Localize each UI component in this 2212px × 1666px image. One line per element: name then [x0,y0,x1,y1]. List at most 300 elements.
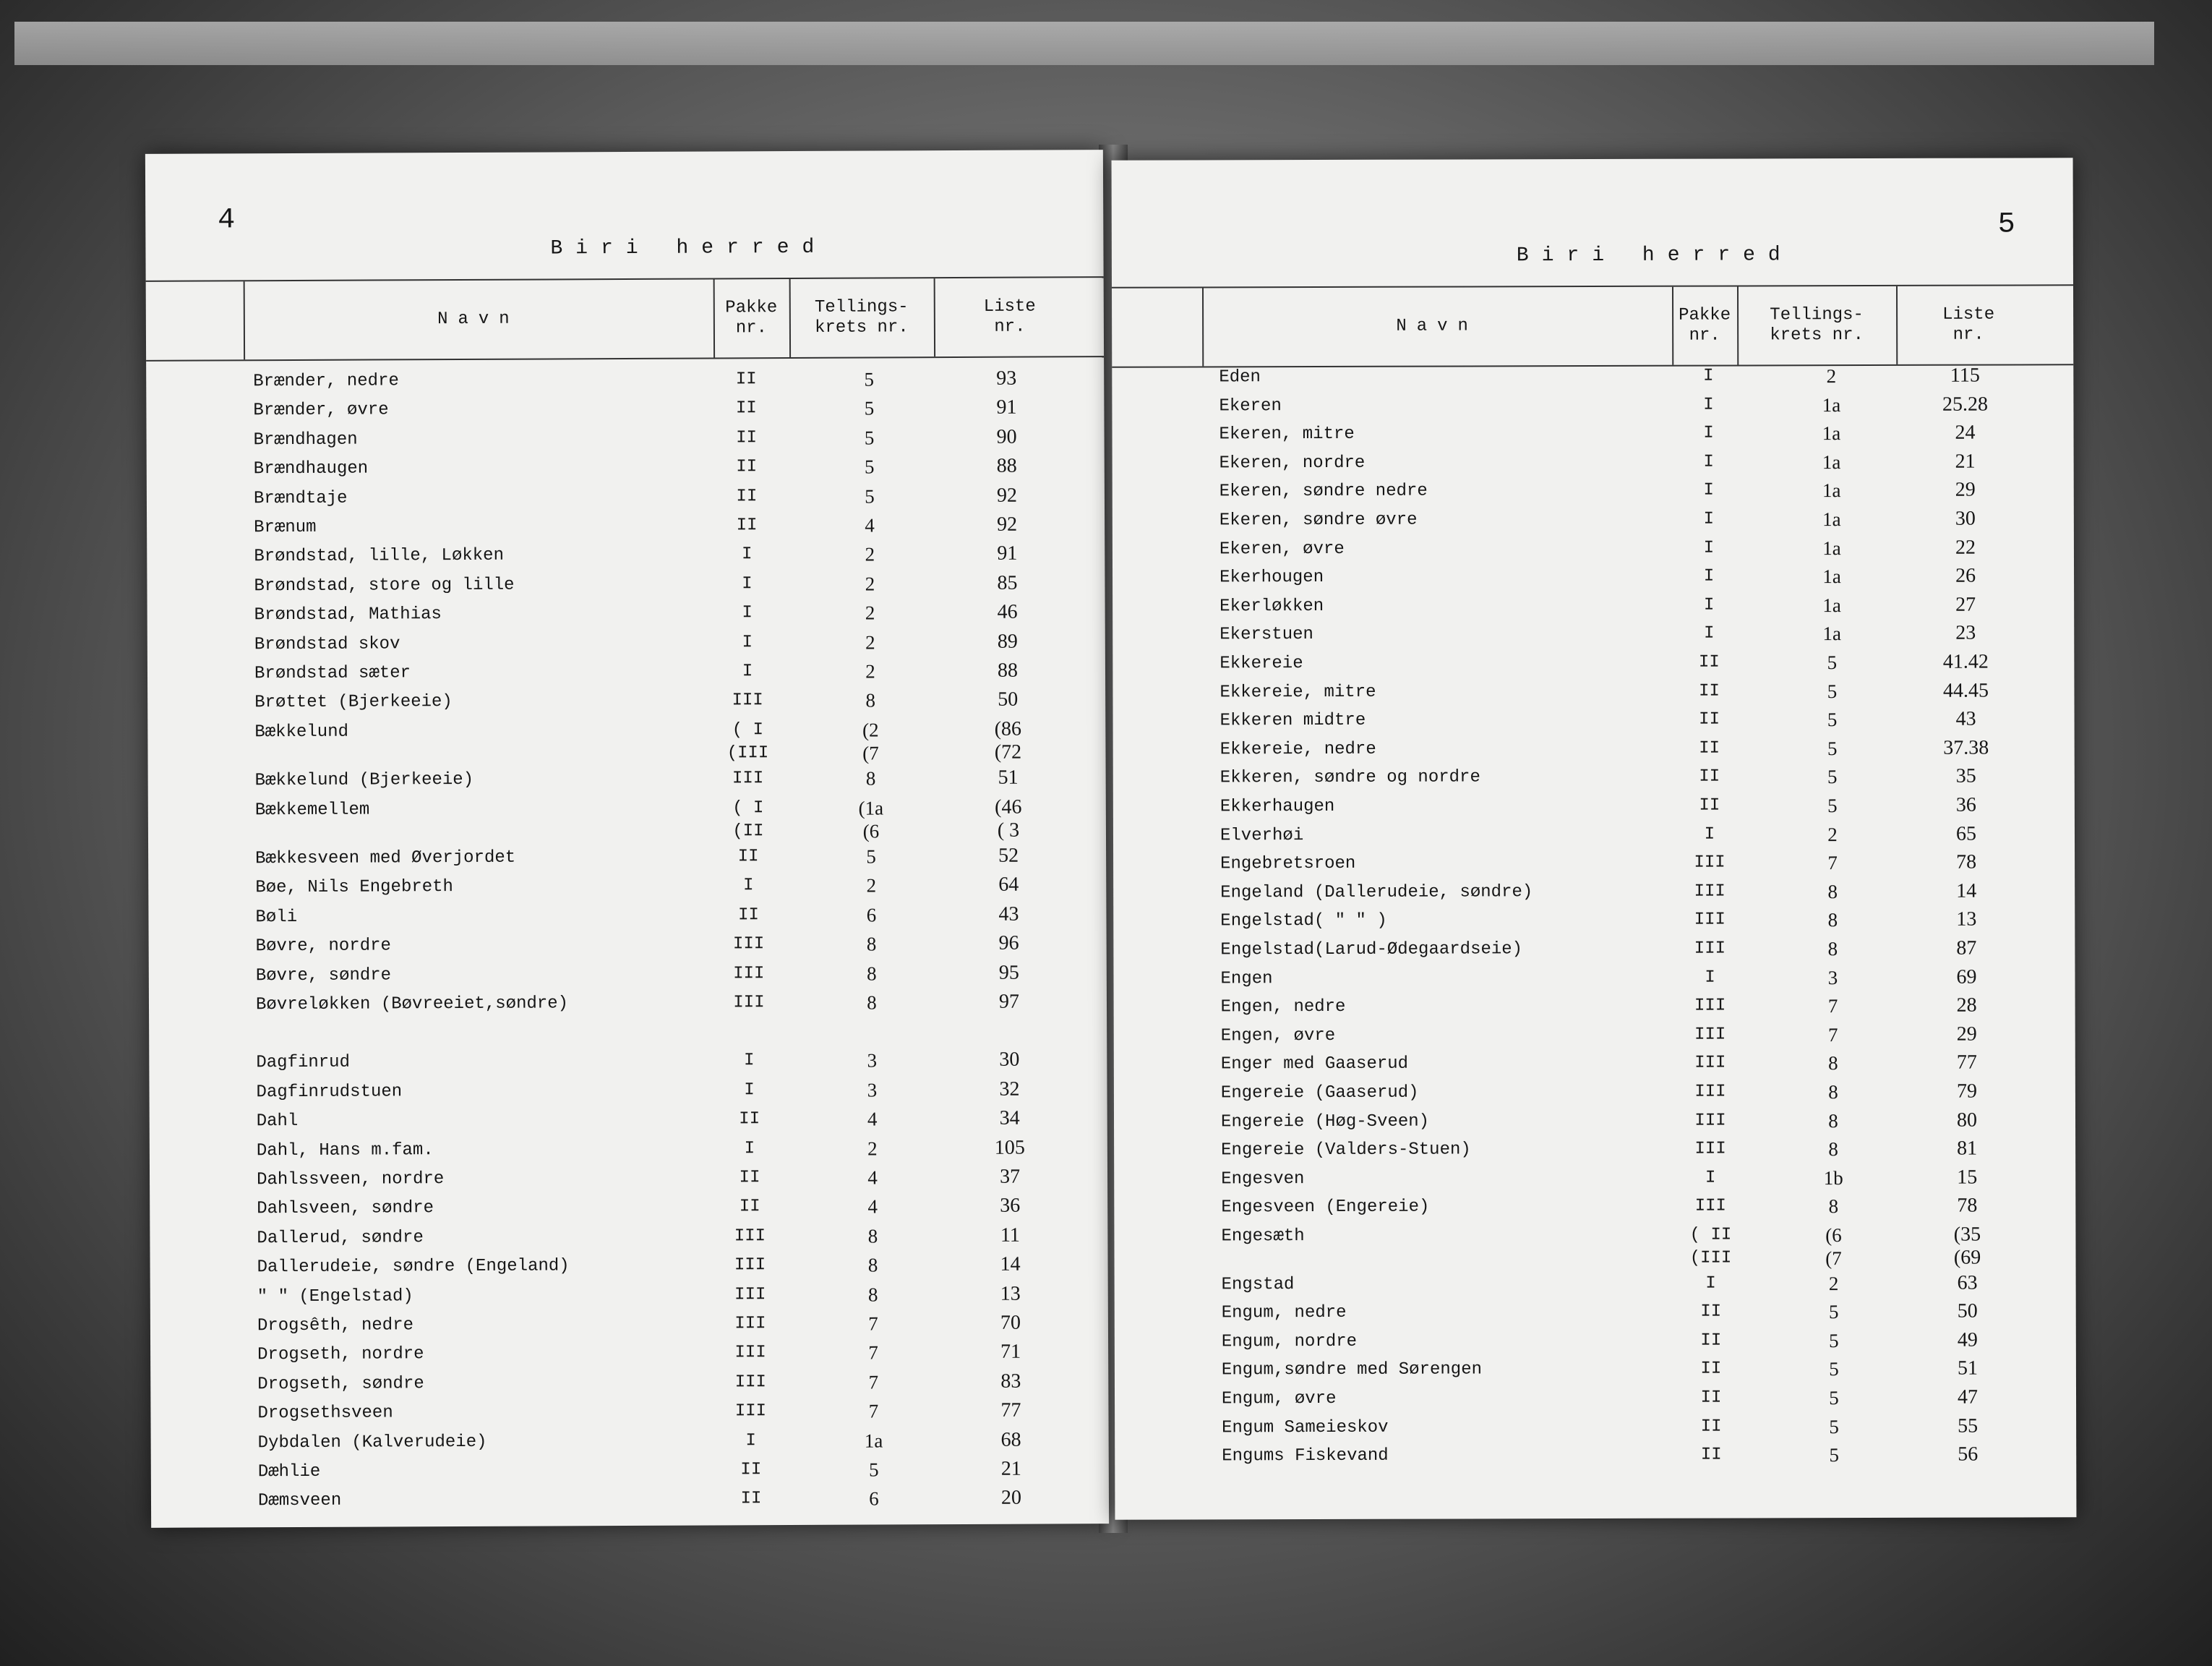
cell-navn: Engelstad( " " ) [1220,911,1387,931]
cell-navn: Ekerløkken [1219,596,1324,617]
cell-tellingskrets: 1a [1822,537,1841,559]
cell-tellingskrets: 1a [1822,479,1841,502]
table-row [1113,479,2074,510]
cell-pakke: III [1694,1025,1726,1045]
cell-tellingskrets: 7 [868,1400,879,1422]
cell-liste: 91 [997,542,1018,565]
cell-pakke: II [736,428,758,448]
cell-tellingskrets: 8 [1828,1138,1838,1161]
cell-liste: 85 [997,571,1018,594]
table-row [148,902,1106,936]
cell-navn: Ekeren, øvre [1219,539,1345,559]
cell-pakke: I [1703,423,1714,443]
cell-tellingskrets: 6 [866,904,877,926]
cell-liste: 35 [1955,765,1976,788]
cell-pakke: II [739,1197,760,1217]
cell-tellingskrets: 8 [867,1254,878,1276]
cell-navn: Bøli [255,907,298,928]
cell-navn: Dahl [256,1111,299,1132]
cell-pakke: II [1699,738,1720,759]
cell-liste: 78 [1957,1195,1978,1218]
table-row [1115,1414,2076,1445]
table-row [147,542,1105,576]
cell-navn: Brændtaje [253,488,348,508]
cell-navn: Brøndstad skov [254,633,400,654]
cell-navn: Dæhlie [257,1461,321,1482]
cell-tellingskrets: 8 [866,933,877,955]
cell-tellingskrets: 5 [1827,652,1838,674]
cell-tellingskrets: 1a [1822,393,1841,416]
cell-tellingskrets: 2 [865,543,875,565]
table-row [1114,1022,2075,1054]
cell-tellingskrets: 5 [1829,1387,1839,1409]
cell-tellingskrets: 5 [1827,766,1838,788]
cell-liste: 96 [998,931,1019,954]
cell-pakke: I [1704,623,1715,644]
cell-tellingskrets: 4 [867,1195,878,1218]
cell-navn: Engereie (Valders-Stuen) [1221,1140,1471,1161]
cell-liste: 26 [1955,564,1976,587]
cell-tellingskrets: 5 [864,368,875,390]
cell-navn: Brændhaugen [253,458,369,479]
cell-liste: 92 [997,513,1018,536]
cell-navn: Ekerstuen [1219,625,1313,645]
cell-liste: 115 [1950,364,1980,387]
cell-liste: 13 [1000,1282,1021,1305]
cell-tellingskrets: 5 [866,845,876,868]
cell-pakke: I [1705,967,1715,988]
cell-pakke: I [744,1080,755,1101]
cell-tellingskrets: 5 [864,456,875,478]
cell-tellingskrets: 8 [867,1225,878,1247]
cell-liste: 34 [999,1106,1020,1129]
cell-tellingskrets: 8 [1828,1109,1838,1132]
page-left [145,150,1109,1528]
table-row [150,1282,1108,1315]
cell-tellingskrets: 4 [867,1166,878,1189]
cell-pakke: III [734,1314,766,1334]
cell-navn: Elverhøi [1219,825,1304,845]
cell-tellingskrets: 8 [1828,1195,1839,1218]
cell-tellingskrets: 4 [865,514,875,537]
cell-pakke: I [744,1051,755,1071]
cell-pakke: I [1703,480,1714,500]
table-row [149,931,1107,965]
cell-pakke: I [745,1430,756,1451]
cell-navn: Bøvreløkken (Bøvreeiet,søndre) [255,994,569,1015]
cell-liste: 24 [1955,421,1976,444]
cell-tellingskrets: 5 [864,397,875,419]
header-pakke: Pakke nr. [1679,305,1731,346]
cell-liste: 50 [1957,1299,1978,1323]
cell-pakke: ( I (II [732,798,764,841]
cell-pakke: II [1699,709,1720,730]
cell-tellingskrets: (2 (7 [862,719,879,764]
table-header [1112,284,2073,367]
cell-liste: 13 [1956,908,1977,931]
cell-navn: Ekkereie [1219,654,1303,674]
cell-tellingskrets: 2 [865,660,875,683]
cell-pakke: I [1703,452,1714,472]
table-row [1113,879,2075,910]
cell-navn: Engum Sameieskov [1222,1417,1389,1438]
cell-tellingskrets: 8 [1827,938,1838,960]
cell-tellingskrets: 2 [866,874,877,897]
cell-liste: 92 [996,484,1017,507]
header-navn: Navn [1396,316,1478,336]
cell-pakke: III [732,934,765,954]
cell-navn: Ekkeren, søndre og nordre [1219,767,1480,788]
header-liste: Liste nr. [1942,304,1995,345]
cell-navn: Engeland (Dallerudeie, søndre) [1220,882,1533,903]
table-row [1112,393,2073,424]
cell-tellingskrets: 2 [1827,823,1838,845]
table-row [1113,450,2074,481]
cell-liste: 81 [1957,1137,1978,1160]
cell-tellingskrets: 5 [865,485,875,508]
cell-pakke: III [734,1401,767,1422]
cell-pakke: ( II (III [1689,1225,1732,1268]
cell-liste: (35 (69 [1953,1223,1981,1269]
cell-pakke: II [736,516,758,536]
cell-liste: 52 [998,844,1019,867]
cell-liste: 78 [1956,850,1977,873]
cell-navn: Ekkereie, nedre [1219,739,1376,760]
table-row [1113,650,2074,681]
cell-tellingskrets: 1a [1822,422,1841,445]
table-row [1114,1223,2075,1270]
cell-navn: Bøvre, søndre [255,965,392,986]
cell-tellingskrets: 5 [1827,795,1838,817]
cell-tellingskrets: 7 [1827,995,1838,1017]
cell-pakke: I [742,632,753,652]
table-row [149,990,1107,1023]
cell-liste: 37.38 [1943,736,1989,759]
table-row [150,1223,1107,1257]
table-row [147,513,1105,546]
cell-tellingskrets: 5 [1829,1444,1840,1466]
cell-navn: Bækkelund (Bjerkeeie) [254,770,474,791]
cell-liste: 56 [1958,1443,1979,1466]
cell-liste: 79 [1956,1080,1977,1103]
cell-tellingskrets: (1a (6 [858,797,884,842]
cell-pakke: I [1705,1168,1716,1188]
cell-pakke: II [1700,1359,1722,1380]
table-row [146,367,1104,400]
cell-liste: 95 [998,961,1019,984]
cell-pakke: II [1700,1388,1722,1408]
cell-tellingskrets: 7 [868,1371,879,1393]
cell-tellingskrets: 5 [1829,1415,1839,1438]
cell-liste: 29 [1955,479,1976,502]
cell-navn: Engen [1220,968,1273,988]
cell-navn: Dybdalen (Kalverudeie) [257,1432,487,1453]
cell-tellingskrets: 8 [1828,1081,1838,1103]
cell-liste: 14 [1000,1252,1021,1276]
cell-liste: 80 [1956,1108,1978,1132]
table-row [1113,507,2074,538]
table-row [1113,965,2075,996]
cell-liste: 44.45 [1942,679,1989,702]
table-row [1115,1385,2076,1417]
page-title: Biri herred [550,236,828,260]
cell-liste: 90 [996,425,1017,448]
cell-liste: 77 [1000,1398,1021,1422]
cell-pakke: II [735,398,757,419]
page-number: 5 [1997,208,2015,242]
cell-navn: Dahlssveen, nordre [256,1169,445,1190]
cell-navn: Engesæth [1221,1226,1305,1247]
cell-pakke: I [742,662,753,682]
table-row [150,1194,1107,1227]
table-row [1114,994,2075,1025]
table-row [1114,1051,2075,1082]
cell-pakke: II [1698,652,1720,672]
table-row [147,688,1105,722]
cell-pakke: II [1699,795,1720,816]
cell-pakke: III [732,769,764,789]
cell-liste: 23 [1955,622,1976,645]
cell-tellingskrets: 7 [1827,1023,1838,1046]
cell-tellingskrets: 6 [869,1487,879,1510]
cell-navn: Dahlsveen, søndre [257,1198,434,1219]
cell-liste: 77 [1956,1051,1977,1075]
cell-tellingskrets: 2 [1828,1272,1839,1294]
cell-tellingskrets: 7 [868,1312,878,1335]
header-navn: Navn [437,309,520,330]
cell-navn: Drogseth, nordre [257,1344,424,1365]
cell-pakke: II [740,1489,762,1509]
cell-tellingskrets: 2 [865,631,875,654]
table-row [147,571,1105,605]
cell-pakke: II [1700,1445,1722,1465]
cell-liste: 30 [1955,507,1976,530]
cell-liste: 93 [996,367,1017,390]
cell-navn: Ekeren, mitre [1219,424,1355,445]
cell-navn: Brænder, øvre [253,400,389,421]
cell-navn: Ekeren, søndre nedre [1219,481,1428,502]
cell-navn: Ekkereie, mitre [1219,682,1376,702]
cell-pakke: III [1694,1139,1726,1159]
cell-navn: Engebretsroen [1220,854,1356,874]
header-liste: Liste nr. [983,296,1036,337]
cell-pakke: III [734,1343,766,1363]
cell-navn: Brændhagen [253,430,358,450]
table-row [1112,364,2073,395]
cell-navn: Bækkesveen med Øverjordet [255,847,516,869]
cell-tellingskrets: 2 [865,602,875,624]
cell-navn: Engelstad(Larud-Ødegaardseie) [1220,939,1523,960]
cell-pakke: II [739,1109,760,1129]
cell-liste: 43 [1955,707,1976,730]
page-title: Biri herred [1516,244,1793,268]
header-tellingskrets: Tellings- krets nr. [814,297,909,338]
cell-navn: Bøvre, nordre [255,936,391,957]
table-row [1115,1271,2076,1302]
table-row [149,1077,1107,1111]
table-row [150,1136,1107,1169]
cell-pakke: III [1694,910,1726,931]
cell-pakke: III [733,963,765,983]
table-row [148,844,1106,877]
table-row [151,1457,1109,1490]
table-row [147,630,1105,663]
cell-pakke: I [1703,538,1715,558]
table-row [1114,1080,2075,1111]
cell-pakke: II [736,457,758,477]
table-row [1114,1137,2075,1168]
table-row [148,766,1106,799]
cell-tellingskrets: 8 [865,767,876,790]
table-row [1115,1443,2076,1474]
cell-pakke: I [1703,566,1715,586]
cell-liste: 51 [1957,1357,1978,1380]
cell-navn: Engen, øvre [1220,1025,1336,1046]
cell-navn: Brøndstad, store og lille [254,575,515,597]
cell-pakke: I [742,544,753,565]
cell-liste: 41.42 [1942,650,1989,673]
cell-tellingskrets: 1a [1822,508,1841,531]
cell-navn: Enger med Gaaserud [1220,1054,1409,1075]
cell-pakke: II [1700,1302,1722,1322]
cell-navn: Drogseth, søndre [257,1374,424,1395]
page-right [1112,158,2077,1519]
cell-navn: Bækkemellem [254,800,370,820]
page-number: 4 [218,204,236,237]
cell-pakke: III [1694,996,1726,1016]
cell-liste: 37 [999,1165,1021,1188]
cell-navn: Eden [1219,367,1261,388]
cell-liste: 32 [999,1077,1020,1101]
cell-navn: Engesveen (Engereie) [1221,1197,1430,1218]
cell-liste: 47 [1957,1385,1979,1409]
table-row [1113,564,2074,595]
cell-tellingskrets: 8 [866,962,877,985]
table-row [1114,1108,2075,1140]
table-row [148,795,1106,842]
cell-liste: 88 [997,659,1019,682]
cell-pakke: I [1703,395,1714,415]
cell-tellingskrets: 2 [865,573,875,595]
cell-liste: 49 [1957,1328,1978,1351]
cell-pakke: III [734,1372,766,1393]
cell-navn: Brøndstad sæter [254,663,411,684]
cell-navn: Drogsethsveen [257,1403,393,1424]
cell-pakke: III [1694,1196,1726,1217]
cell-liste: (86 (72 [994,717,1022,764]
cell-navn: Brøndstad, lille, Løkken [254,546,505,567]
table-row [150,1252,1108,1286]
cell-tellingskrets: 8 [1827,909,1838,931]
cell-pakke: I [1703,595,1715,615]
table-row [150,1165,1107,1198]
table-row [1115,1299,2076,1330]
cell-pakke: I [1705,1273,1716,1294]
cell-navn: Ekeren [1219,396,1282,416]
cell-pakke: II [1699,766,1720,787]
header-pakke: Pakke nr. [725,298,778,338]
cell-navn: Drogsêth, nedre [257,1315,414,1336]
cell-pakke: III [1694,853,1726,873]
cell-navn: Engums Fiskevand [1222,1445,1389,1466]
table-row [148,873,1106,906]
cell-tellingskrets: 5 [1827,737,1838,759]
cell-navn: Dallerud, søndre [257,1228,424,1249]
table-row [146,396,1104,430]
cell-liste: 36 [1000,1195,1021,1218]
cell-pakke: III [734,1255,766,1276]
cell-tellingskrets: 8 [1827,880,1838,902]
cell-navn: Ekeren, nordre [1219,453,1366,474]
cell-liste: 63 [1957,1271,1978,1294]
cell-pakke: II [1700,1417,1722,1437]
cell-pakke: III [1694,1111,1726,1131]
table-row [1113,822,2075,853]
cell-navn: Dagfinrudstuen [256,1082,403,1103]
cell-pakke: II [1700,1330,1722,1351]
cell-pakke: I [1704,824,1715,845]
cell-tellingskrets: 7 [868,1341,878,1364]
cell-navn: Dahl, Hans m.fam. [256,1140,434,1161]
cell-liste: 91 [996,396,1017,419]
cell-tellingskrets: 7 [1827,852,1838,874]
table-row [1113,593,2074,624]
cell-liste: 14 [1956,879,1977,902]
cell-navn: Ekerhougen [1219,568,1324,588]
cell-tellingskrets: 5 [1827,709,1838,731]
cell-liste: 21 [1000,1457,1021,1480]
cell-navn: Ekkeren midtre [1219,711,1366,731]
cell-tellingskrets: 8 [867,991,877,1014]
header-tellingskrets: Tellings- krets nr. [1770,305,1864,346]
table-row [150,1398,1108,1432]
cell-tellingskrets: 1b [1823,1166,1843,1189]
cell-liste: 46 [997,600,1018,623]
cell-navn: Brænder, nedre [253,371,399,392]
cell-pakke: I [742,574,753,594]
cell-liste: 27 [1955,593,1976,616]
cell-pakke: ( I (III [726,719,769,764]
cell-pakke: II [739,1168,760,1188]
table-row [1113,793,2075,824]
table-row [1113,936,2075,967]
cell-navn: Brøndstad, Mathias [254,605,442,625]
cell-pakke: I [1703,366,1714,386]
cell-pakke: II [740,1460,762,1480]
cell-navn: Engum,søndre med Sørengen [1221,1359,1483,1380]
table-row [1113,622,2074,653]
cell-navn: Dallerudeie, søndre (Engeland) [257,1256,570,1278]
table-row [147,600,1105,633]
cell-tellingskrets: 8 [1828,1052,1838,1075]
table-header [146,276,1104,362]
table-row [1115,1328,2076,1359]
cell-liste: 71 [1000,1341,1021,1364]
table-row [147,484,1105,517]
cell-navn: Brænum [254,517,317,538]
table-row [1113,679,2074,710]
cell-liste: 83 [1000,1370,1021,1393]
cell-navn: Engum, nedre [1221,1303,1347,1323]
table-row [149,961,1107,994]
cell-navn: Ekkerhaugen [1219,796,1335,817]
cell-liste: (46 ( 3 [995,795,1022,842]
cell-pakke: II [737,847,759,867]
cell-tellingskrets: 3 [867,1079,878,1101]
cell-tellingskrets: 5 [1829,1358,1839,1380]
top-paper-strip [14,22,2154,65]
cell-tellingskrets: 3 [867,1049,878,1072]
